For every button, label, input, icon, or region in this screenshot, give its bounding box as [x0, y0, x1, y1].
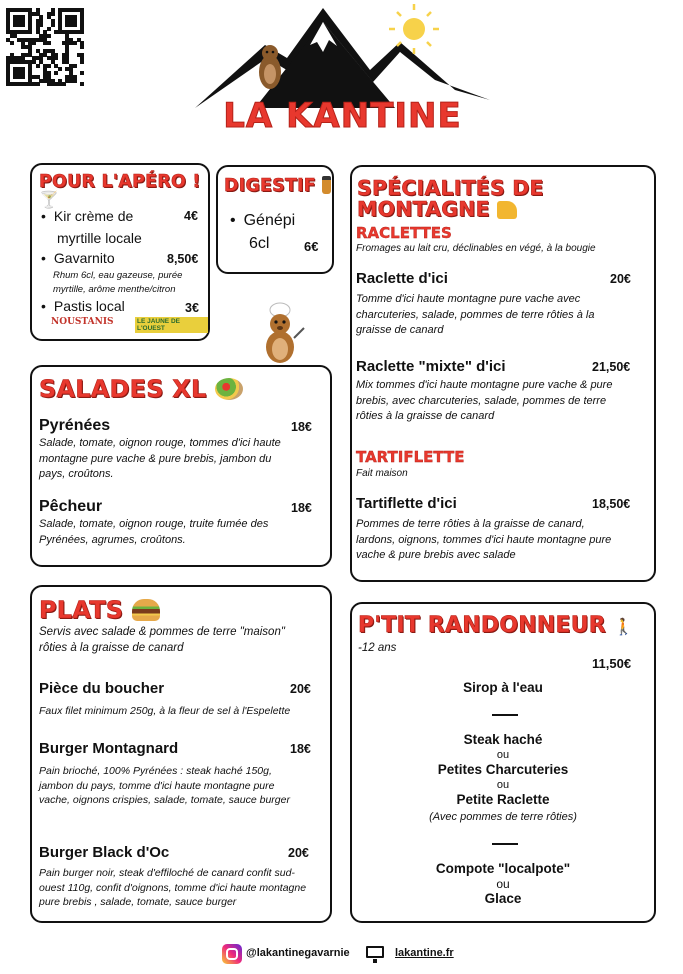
- tartiflette-price-ici: 18,50€: [592, 497, 631, 511]
- randonneur-dessert-1: Compote "localpote": [435, 861, 571, 876]
- apero-price-kir: 4€: [184, 209, 198, 223]
- jaune-ouest-logo: LE JAUNE DE L'OUEST: [135, 317, 208, 333]
- randonneur-or-3: ou: [496, 877, 510, 891]
- salade-price-pyrenees: 18€: [291, 420, 312, 434]
- plats-intro: Servis avec salade & pommes de terre "maison" rôties à la graisse de canard: [39, 626, 285, 654]
- salade-name-pyrenees: Pyrénées: [39, 417, 111, 434]
- qr-module: [80, 60, 84, 64]
- randonneur-price: 11,50€: [592, 656, 632, 671]
- plat-desc-piece-boucher: Faux filet minimum 250g, à la fleur de sel à l'Espelette: [39, 705, 291, 717]
- brand-title: LA KANTINE: [223, 96, 462, 136]
- qr-module: [80, 30, 84, 34]
- qr-code[interactable]: [6, 8, 84, 86]
- plat-desc-burger-black-doc: Pain burger noir, steak d'effiloché de canard confit sud-ouest 110g, confit d'oignons, tomme d'ici haute montagne pure brebis , salade, tomate, sauce burger: [39, 867, 307, 908]
- qr-module: [73, 64, 77, 68]
- marmot-icon: [259, 45, 281, 89]
- qr-module: [21, 75, 25, 79]
- randonneur-main-1: Steak haché: [463, 732, 543, 747]
- qr-module: [47, 41, 51, 45]
- burger-icon: [132, 599, 160, 621]
- qr-module: [51, 23, 55, 27]
- salades-title: SALADES XL: [39, 377, 243, 401]
- chef-marmot-icon: [258, 302, 308, 364]
- randonneur-main-2: Petites Charcuteries: [437, 762, 569, 777]
- qr-module: [80, 82, 84, 86]
- plat-name-burger-black-doc: Burger Black d'Oc: [39, 844, 170, 861]
- qr-module: [80, 45, 84, 49]
- noustanis-logo: NOUSTANIS: [51, 317, 114, 327]
- qr-module: [54, 71, 58, 75]
- divider: [492, 714, 518, 716]
- plat-price-piece-boucher: 20€: [290, 682, 311, 696]
- specialites-title: SPÉCIALITÉS DE MONTAGNE: [357, 176, 544, 221]
- plat-name-burger-montagnard: Burger Montagnard: [39, 740, 179, 757]
- qr-module: [51, 12, 55, 16]
- instagram-icon[interactable]: [222, 944, 242, 964]
- tartiflette-name-ici: Tartiflette d'ici: [356, 495, 457, 512]
- qr-module: [62, 82, 66, 86]
- raclettes-title: RACLETTES: [356, 224, 452, 242]
- salade-price-pecheur: 18€: [291, 501, 312, 515]
- digestif-title: DIGESTIF: [224, 176, 331, 196]
- website-link[interactable]: lakantine.fr: [395, 947, 454, 959]
- digestif-item: • Génépi: [230, 212, 295, 230]
- randonneur-title: P'TIT RANDONNEUR 🚶: [358, 613, 634, 638]
- cocktail-icon: 🍸: [39, 189, 60, 209]
- salad-bowl-icon: [215, 378, 243, 400]
- desktop-icon: [366, 946, 384, 958]
- randonneur-or-1: ou: [496, 749, 510, 761]
- raclette-name-mixte: Raclette "mixte" d'ici: [356, 358, 506, 375]
- salade-desc-pecheur: Salade, tomate, oignon rouge, truite fumée des Pyrénées, agrumes, croûtons.: [39, 518, 269, 546]
- qr-module: [73, 79, 77, 83]
- instagram-handle[interactable]: @lakantinegavarnie: [246, 947, 350, 959]
- qr-module: [28, 30, 32, 34]
- qr-module: [36, 64, 40, 68]
- randonneur-age: -12 ans: [358, 642, 397, 654]
- qr-module: [39, 23, 43, 27]
- randonneur-drink: Sirop à l'eau: [463, 680, 543, 695]
- qr-module: [47, 34, 51, 38]
- randonneur-side: (Avec pommes de terre rôties): [429, 811, 577, 823]
- apero-title: POUR L'APÉRO ! 🍸: [39, 172, 201, 209]
- tartiflette-title: TARTIFLETTE: [356, 448, 465, 466]
- qr-module: [21, 23, 25, 27]
- apero-note-gavarnito: Rhum 6cl, eau gazeuse, purée myrtille, arôme menthe/citron: [53, 270, 183, 295]
- randonneur-section: [350, 602, 656, 923]
- hiker-icon: 🚶: [613, 617, 634, 636]
- plat-desc-burger-montagnard: Pain brioché, 100% Pyrénées : steak haché 150g, jambon du pays, tomme d'ici haute montagne pure vache, oignons crispies, salade, tomate, sauce burger: [39, 765, 290, 806]
- qr-module: [36, 82, 40, 86]
- qr-module: [80, 71, 84, 75]
- randonneur-or-2: ou: [496, 779, 510, 791]
- qr-module: [47, 27, 51, 31]
- apero-section: [30, 163, 210, 341]
- digestif-price: 6€: [304, 239, 319, 254]
- apero-price-pastis: 3€: [185, 301, 199, 315]
- apero-item-kir: • Kir crème de: [41, 208, 133, 224]
- salades-section: [30, 365, 332, 567]
- apero-price-gavarnito: 8,50€: [167, 252, 199, 266]
- qr-module: [54, 56, 58, 60]
- apero-item-gavarnito: • Gavarnito: [41, 250, 115, 266]
- bottle-icon: [322, 176, 331, 194]
- raclette-desc-ici: Tomme d'ici haute montagne pure vache avec charcuteries, salade, pommes de terre rôties à la graisse de canard: [356, 293, 595, 336]
- divider: [492, 843, 518, 845]
- qr-module: [73, 23, 77, 27]
- plat-price-burger-montagnard: 18€: [290, 742, 311, 756]
- qr-module: [32, 41, 36, 45]
- cheese-icon: [497, 201, 517, 219]
- salade-name-pecheur: Pêcheur: [39, 498, 103, 515]
- plat-name-piece-boucher: Pièce du boucher: [39, 680, 165, 697]
- raclette-name-ici: Raclette d'ici: [356, 270, 448, 287]
- tartiflette-desc-ici: Pommes de terre rôties à la graisse de canard, lardons, oignons, tommes d'ici haute montagne pure vache & pure brebis avec salade: [356, 518, 612, 561]
- qr-module: [58, 67, 62, 71]
- plats-section: [30, 585, 332, 923]
- raclette-price-mixte: 21,50€: [592, 360, 631, 374]
- salade-desc-pyrenees: Salade, tomate, oignon rouge, tommes d'ici haute montagne pure vache & pure brebis, jambon du pays, croûtons.: [39, 437, 281, 480]
- digestif-section: [216, 165, 334, 274]
- plats-title: PLATS: [39, 598, 160, 622]
- apero-item-kir-line2: myrtille locale: [57, 230, 142, 246]
- randonneur-main-3: Petite Raclette: [456, 792, 550, 807]
- tartiflette-subtitle: Fait maison: [356, 468, 408, 479]
- digestif-item-line2: 6cl: [249, 235, 270, 252]
- raclette-price-ici: 20€: [610, 272, 631, 286]
- randonneur-dessert-2: Glace: [484, 891, 522, 906]
- qr-module: [10, 41, 14, 45]
- qr-module: [73, 41, 77, 45]
- apero-item-pastis: • Pastis local: [41, 298, 125, 314]
- raclette-desc-mixte: Mix tommes d'ici haute montagne pure vache & pure brebis, avec charcuteries, salade, pommes de terre rôties à la graisse de canard: [356, 379, 613, 422]
- specialites-section: [350, 165, 656, 582]
- qr-module: [47, 64, 51, 68]
- raclettes-subtitle: Fromages au lait cru, déclinables en végé, à la bougie: [356, 243, 596, 254]
- plat-price-burger-black-doc: 20€: [288, 846, 309, 860]
